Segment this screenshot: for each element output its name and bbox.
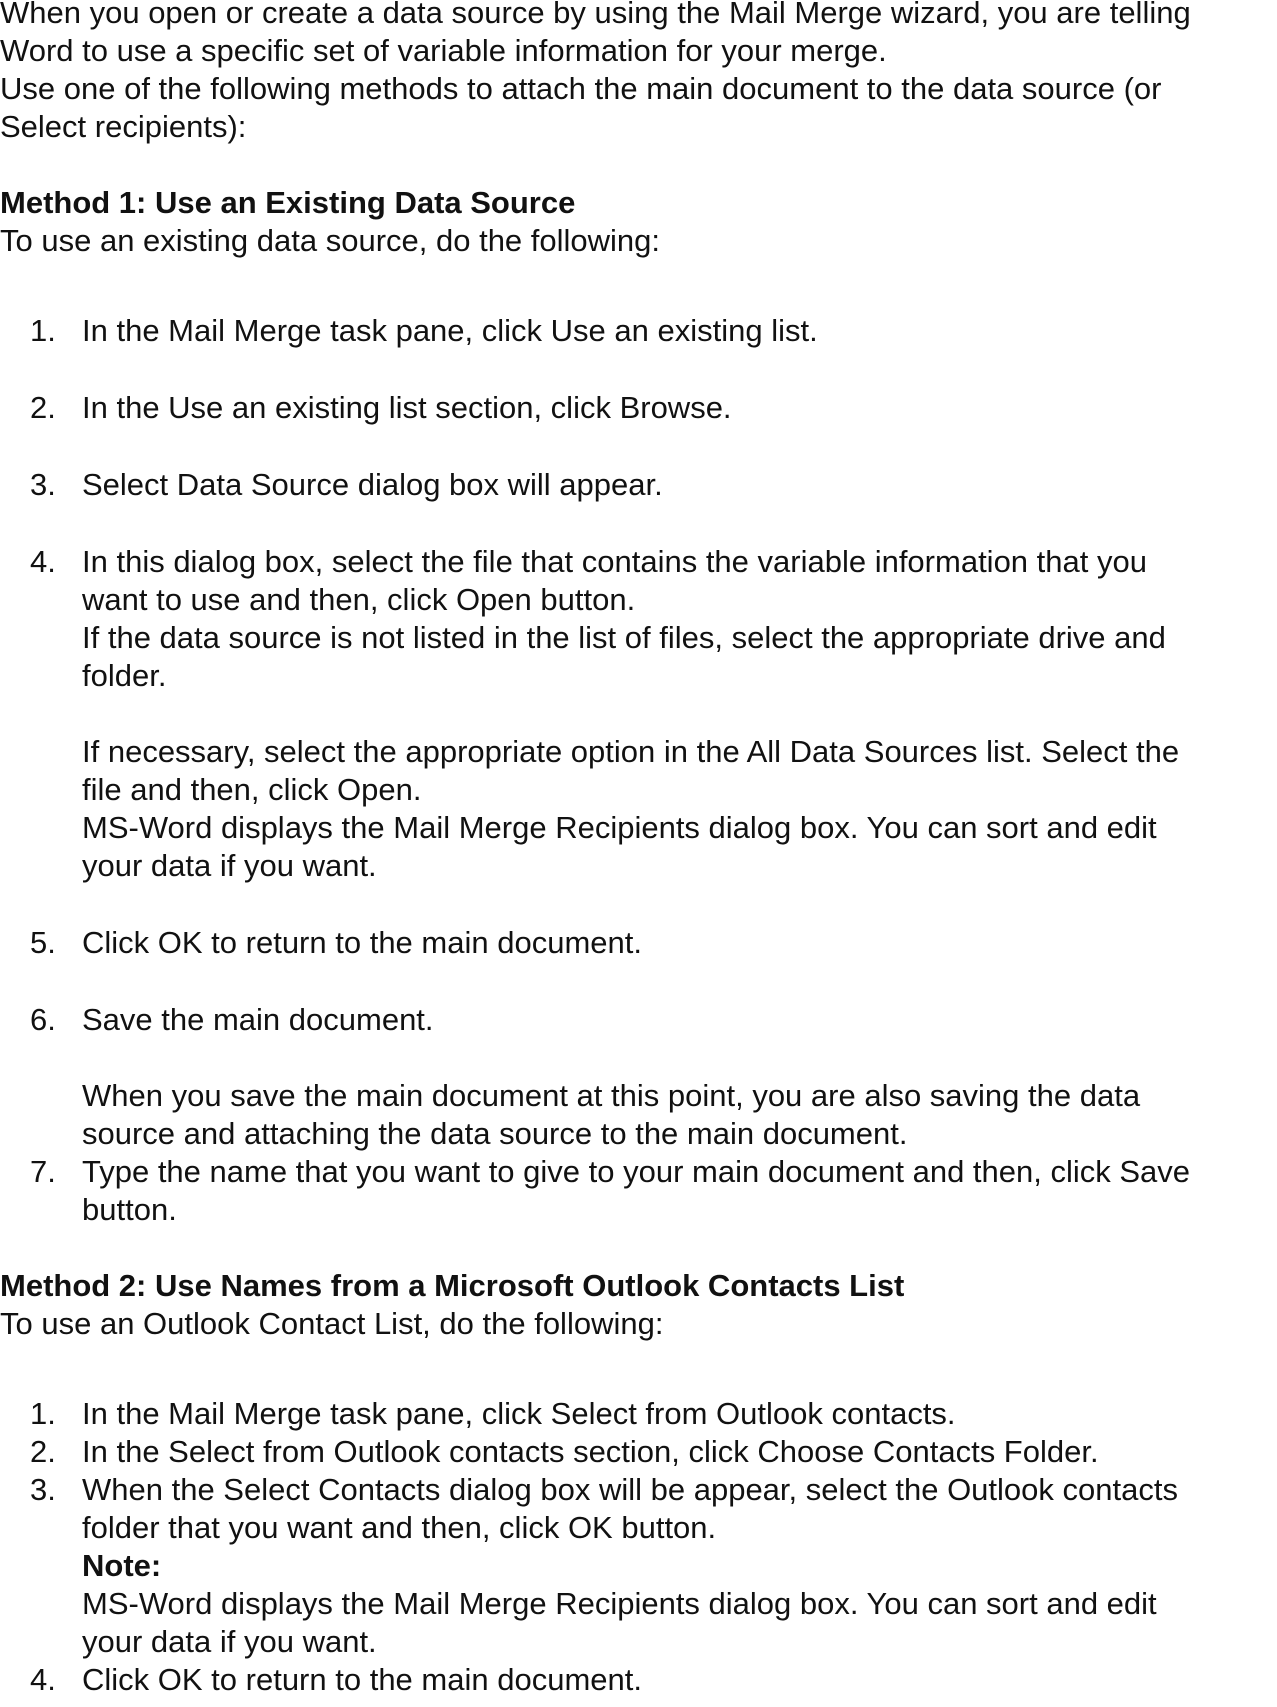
list-item: [0, 924, 1277, 962]
spacer: [82, 1039, 1277, 1077]
method2-heading: Method 2: Use Names from a Microsoft Outlook Contacts List: [0, 1268, 905, 1303]
step-text: When the Select Contacts dialog box will be appear, select the Outlook contacts: [82, 1472, 1178, 1507]
step-text: If the data source is not listed in the list of files, select the appropriate drive and: [82, 620, 1166, 655]
step-text: In the Use an existing list section, click Browse.: [82, 390, 732, 425]
step-text: MS-Word displays the Mail Merge Recipients dialog box. You can sort and edit: [82, 810, 1157, 845]
spacer: [0, 1343, 1277, 1395]
step-text: folder that you want and then, click OK button.: [82, 1510, 717, 1545]
step-text: Type the name that you want to give to your main document and then, click Save: [82, 1154, 1191, 1189]
list-item: [0, 312, 1277, 350]
step-text: Click OK to return to the main document.: [82, 1662, 642, 1697]
step-text: want to use and then, click Open button.: [82, 582, 636, 617]
step-number: 7.: [30, 1154, 56, 1189]
step-number: 1.: [30, 1396, 56, 1431]
step-text: If necessary, select the appropriate option in the All Data Sources list. Select the: [82, 734, 1180, 769]
step-text: In the Mail Merge task pane, click Select from Outlook contacts.: [82, 1396, 956, 1431]
list-item: [0, 1153, 1277, 1229]
step-number: 3.: [30, 467, 56, 502]
step-text: In the Select from Outlook contacts section, click Choose Contacts Folder.: [82, 1434, 1099, 1469]
method1-lead: To use an existing data source, do the following:: [0, 223, 661, 258]
step-text: Save the main document.: [82, 1002, 434, 1037]
list-item: [0, 543, 1277, 885]
spacer: [0, 885, 1277, 924]
method1-steps: [0, 312, 1277, 1229]
step-text: your data if you want.: [82, 848, 377, 883]
step-number: 5.: [30, 925, 56, 960]
spacer: [0, 962, 1277, 1001]
spacer: [0, 427, 1277, 466]
step-text: In the Mail Merge task pane, click Use an existing list.: [82, 313, 818, 348]
spacer: [0, 350, 1277, 389]
intro-line: When you open or create a data source by using the Mail Merge wizard, you are telling: [0, 0, 1191, 30]
step-text: your data if you want.: [82, 1624, 377, 1659]
spacer: [0, 504, 1277, 543]
step-number: 4.: [30, 544, 56, 579]
step-text: Click OK to return to the main document.: [82, 925, 642, 960]
spacer: [0, 146, 1277, 184]
intro-line: Word to use a specific set of variable information for your merge.: [0, 33, 887, 68]
step-text: Select Data Source dialog box will appear.: [82, 467, 663, 502]
step-text: MS-Word displays the Mail Merge Recipients dialog box. You can sort and edit: [82, 1586, 1157, 1621]
step-number: 6.: [30, 1002, 56, 1037]
step-number: 1.: [30, 313, 56, 348]
step-text: button.: [82, 1192, 177, 1227]
note-label: Note:: [82, 1548, 162, 1583]
intro-line: Use one of the following methods to attach the main document to the data source (or: [0, 71, 1162, 106]
step-number: 2.: [30, 1434, 56, 1469]
step-text: folder.: [82, 658, 167, 693]
method2-steps: [0, 1395, 1277, 1699]
spacer: [82, 695, 1277, 733]
list-item: [0, 466, 1277, 504]
step-number: 4.: [30, 1662, 56, 1697]
spacer: [0, 1229, 1277, 1267]
list-item: [0, 1661, 1277, 1699]
intro-line: Select recipients):: [0, 109, 247, 144]
method2-lead: To use an Outlook Contact List, do the following:: [0, 1306, 664, 1341]
list-item: [0, 389, 1277, 427]
step-text: When you save the main document at this point, you are also saving the data: [82, 1078, 1141, 1113]
step-number: 3.: [30, 1472, 56, 1507]
step-number: 2.: [30, 390, 56, 425]
method1-heading: Method 1: Use an Existing Data Source: [0, 185, 576, 220]
step-text: In this dialog box, select the file that contains the variable information that you: [82, 544, 1147, 579]
list-item: [0, 1433, 1277, 1471]
list-item: [0, 1471, 1277, 1661]
list-item: [0, 1001, 1277, 1153]
list-item: [0, 1395, 1277, 1433]
spacer: [0, 260, 1277, 312]
step-text: file and then, click Open.: [82, 772, 422, 807]
step-text: source and attaching the data source to the main document.: [82, 1116, 908, 1151]
intro-paragraph: [0, 0, 1277, 146]
